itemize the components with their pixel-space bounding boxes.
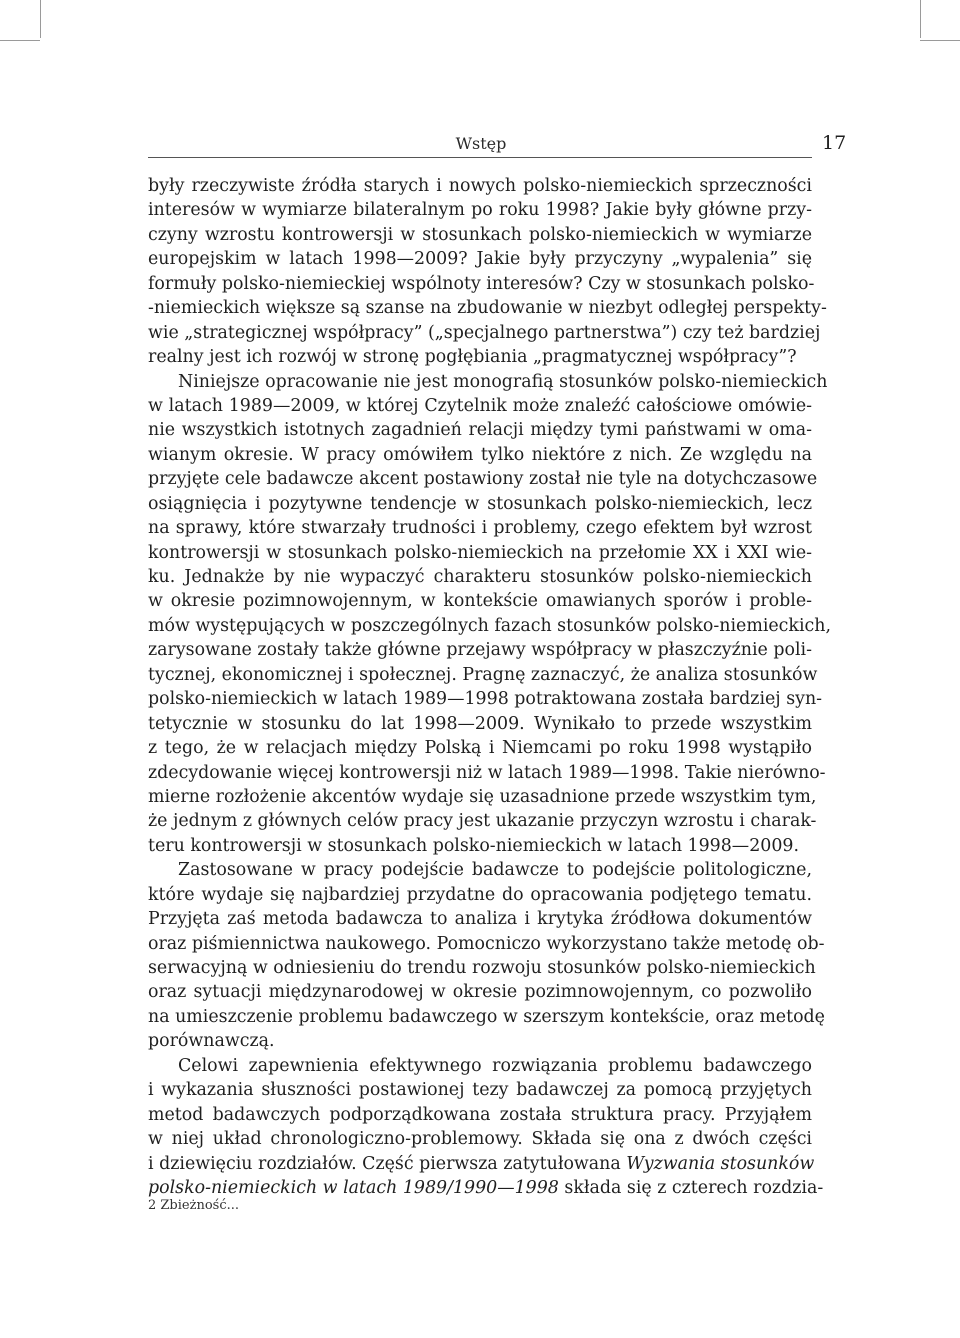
running-title: Wstęp <box>455 134 507 153</box>
text-line: czyny wzrostu kontrowersji w stosunkach polsko-niemieckich w wymiarze <box>148 224 812 245</box>
text-line: -niemieckich większe są szanse na zbudowanie w niezbyt odległej perspekty- <box>148 298 827 319</box>
text-line: Celowi zapewnienia efektywnego rozwiązania problemu badawczego <box>178 1055 812 1076</box>
text-line: tetycznie w stosunku do lat 1998—2009. Wynikało to przede wszystkim <box>148 713 812 734</box>
text-line: wianym okresie. W pracy omówiłem tylko niektóre z nich. Ze względu na <box>148 444 812 465</box>
text-line: w okresie pozimnowojennym, w kontekście omawianych sporów i proble- <box>148 591 812 612</box>
text-line: polsko-niemieckich w latach 1989/1990—1998 składa się z czterech rozdzia- <box>148 1177 824 1198</box>
crop-mark-top-right <box>920 0 921 38</box>
text-line: mierne rozłożenie akcentów wydaje się uzasadnione przede wszystkim tym, <box>148 786 817 807</box>
text-line: na umieszczenie problemu badawczego w szerszym kontekście, oraz metodę <box>148 1006 825 1027</box>
signature-mark: 2 Zbieżność... <box>148 1198 240 1213</box>
text-line: mów występujących w poszczególnych fazach stosunków polsko-niemieckich, <box>148 615 831 636</box>
text-line: europejskim w latach 1998—2009? Jakie były przyczyny „wypalenia” się <box>148 249 812 270</box>
text-line: metod badawczych podporządkowana została struktura pracy. Przyjąłem <box>148 1104 812 1125</box>
text-line: Niniejsze opracowanie nie jest monografią stosunków polsko-niemieckich <box>178 371 828 392</box>
text-line: w niej układ chronologiczno-problemowy. Składa się ona z dwóch części <box>148 1129 812 1150</box>
text-line: zarysowane zostały także główne przejawy współpracy w płaszczyźnie poli- <box>148 640 812 661</box>
text-line: wie „strategicznej współpracy” („specjalnego partnerstwa”) czy też bardziej <box>148 322 821 343</box>
text-line: formuły polsko-niemieckiej wspólnoty interesów? Czy w stosunkach polsko- <box>148 273 815 294</box>
text-line: które wydaje się najbardziej przydatne do opracowania podjętego tematu. <box>148 884 812 905</box>
text-line: na sprawy, które stwarzały trudności i problemy, czego efektem był wzrost <box>148 518 812 539</box>
text-line: zdecydowanie więcej kontrowersji niż w latach 1989—1998. Takie nierówno- <box>148 762 826 783</box>
text-line: że jednym z głównych celów pracy jest ukazanie przyczyn wzrostu i charak- <box>148 811 817 832</box>
text-line: ku. Jednakże by nie wypaczyć charakteru stosunków polsko-niemieckich <box>148 567 812 587</box>
text-line: polsko-niemieckich w latach 1989—1998 potraktowana została bardziej syn- <box>148 689 823 710</box>
text-line: osiągnięcia i pozytywne tendencje w stosunkach polsko-niemieckich, lecz <box>148 493 812 514</box>
body-text <box>148 174 831 1200</box>
text-line: serwacyjną w odniesieniu do trendu rozwoju stosunków polsko-niemieckich <box>148 958 816 978</box>
page-number: 17 <box>822 132 847 154</box>
text-line: i dziewięciu rozdziałów. Część pierwsza zatytułowana Wyzwania stosunków <box>148 1153 815 1174</box>
crop-mark-top-left <box>40 0 41 38</box>
crop-mark-top-left-h <box>0 40 40 41</box>
text-line: były rzeczywiste źródła starych i nowych polsko-niemieckich sprzeczności <box>148 176 812 196</box>
text-line: interesów w wymiarze bilateralnym po roku 1998? Jakie były główne przy- <box>148 200 812 221</box>
text-line: nie wszystkich istotnych zagadnień relacji między tymi państwami w oma- <box>148 420 812 441</box>
text-line: tycznej, ekonomicznej i społecznej. Pragnę zaznaczyć, że analiza stosunków <box>148 664 818 685</box>
text-line: teru kontrowersji w stosunkach polsko-niemieckich w latach 1998—2009. <box>148 835 799 856</box>
text-line: kontrowersji w stosunkach polsko-niemieckich na przełomie XX i XXI wie- <box>148 542 812 563</box>
text-line: przyjęte cele badawcze akcent postawiony został nie tyle na dotychczasowe <box>148 469 818 490</box>
header-rule <box>148 157 812 158</box>
text-line: Przyjęta zaś metoda badawcza to analiza i krytyka źródłowa dokumentów <box>148 909 812 930</box>
text-line: w latach 1989—2009, w której Czytelnik może znaleźć całościowe omówie- <box>148 395 812 416</box>
text-line: realny jest ich rozwój w stronę pogłębiania „pragmatycznej współpracy”? <box>148 347 797 368</box>
text-line: i wykazania słuszności postawionej tezy badawczej za pomocą przyjętych <box>148 1080 812 1101</box>
text-line: porównawczą. <box>148 1031 275 1052</box>
crop-mark-top-right-h <box>920 40 960 41</box>
text-line: oraz piśmiennictwa naukowego. Pomocniczo wykorzystano także metodę ob- <box>148 933 825 954</box>
text-line: oraz sytuacji międzynarodowej w okresie pozimnowojennym, co pozwoliło <box>148 982 812 1003</box>
text-line: Zastosowane w pracy podejście badawcze to podejście politologiczne, <box>178 860 812 881</box>
text-line: z tego, że w relacjach między Polską i Niemcami po roku 1998 wystąpiło <box>148 738 812 759</box>
